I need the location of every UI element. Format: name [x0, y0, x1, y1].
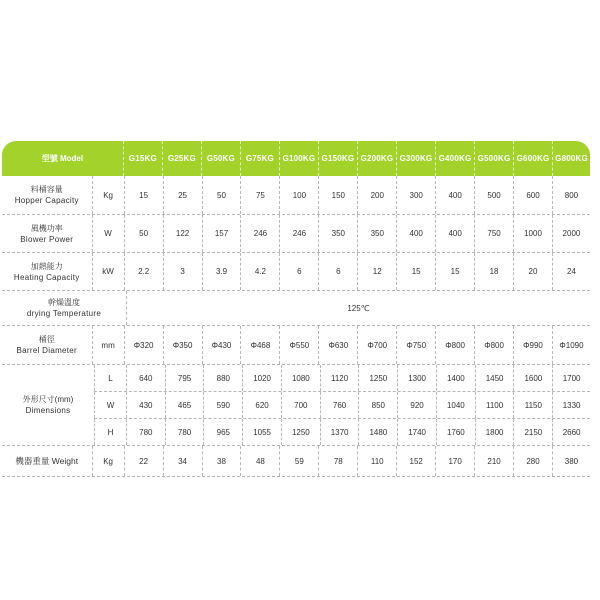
value-cell: 6: [318, 253, 357, 290]
value-cell: 2.2: [124, 253, 163, 290]
row-label: [2, 291, 126, 325]
unit-cell: W: [92, 215, 124, 252]
value-cell: 1400: [436, 365, 475, 391]
value-cell: 25: [163, 176, 202, 214]
value-cell: 1800: [475, 419, 514, 445]
value-cell: 48: [240, 446, 279, 476]
value-cell: 200: [357, 176, 396, 214]
value-cell: 500: [474, 176, 513, 214]
dimension-row-width: [94, 392, 590, 419]
model-column: G15KG: [123, 141, 162, 176]
label-zh: 幹燥溫度: [48, 298, 80, 307]
value-cell: 210: [474, 446, 513, 476]
value-cell: 100: [279, 176, 318, 214]
value-cell: 1600: [513, 365, 552, 391]
value-cell: 75: [240, 176, 279, 214]
value-cell: 4.2: [240, 253, 279, 290]
value-cell: 1250: [358, 365, 397, 391]
value-cell: 1040: [436, 392, 475, 418]
label-en: Barrel Diameter: [16, 346, 78, 355]
row-label: [2, 365, 94, 445]
label-en: drying Temperature: [26, 309, 102, 318]
dimension-row-length: [94, 365, 590, 392]
model-column: G50KG: [201, 141, 240, 176]
value-cell: 152: [396, 446, 435, 476]
value-cell: 15: [435, 253, 474, 290]
value-cell: 780: [165, 419, 204, 445]
value-cell: 157: [202, 215, 241, 252]
value-cell: 400: [435, 176, 474, 214]
value-cell: 50: [202, 176, 241, 214]
table-row-drying: [2, 291, 590, 326]
value-cell: 1055: [242, 419, 281, 445]
model-column: G100KG: [279, 141, 318, 176]
value-cell: 34: [163, 446, 202, 476]
dimension-subrows: [94, 365, 590, 445]
value-cell: 1300: [397, 365, 436, 391]
value-cell: 150: [318, 176, 357, 214]
value-cell: 780: [126, 419, 165, 445]
table-header: [2, 141, 590, 176]
value-cell: 12: [357, 253, 396, 290]
value-cell: 3: [163, 253, 202, 290]
value-cell: 590: [203, 392, 242, 418]
value-cell: Φ700: [357, 326, 396, 364]
table-row-heating: [2, 253, 590, 291]
value-cell: Φ550: [279, 326, 318, 364]
unit-cell: mm: [92, 326, 124, 364]
table-row-blower: [2, 215, 590, 253]
value-cell: 1450: [475, 365, 514, 391]
model-column: G600KG: [513, 141, 552, 176]
value-cell: 400: [396, 215, 435, 252]
value-cell: Φ630: [318, 326, 357, 364]
value-cell: 300: [396, 176, 435, 214]
value-cell: 1150: [513, 392, 552, 418]
label-zh: 外形尺寸(mm): [22, 395, 74, 404]
value-cell: 850: [358, 392, 397, 418]
value-cell: 800: [552, 176, 590, 214]
value-cell: 1700: [552, 365, 590, 391]
model-column: G300KG: [396, 141, 435, 176]
model-column: G200KG: [357, 141, 396, 176]
value-cell: Φ320: [124, 326, 163, 364]
value-cell: 50: [124, 215, 163, 252]
unit-cell: W: [94, 392, 126, 418]
label-en: Dimensions: [25, 406, 71, 415]
value-cell: 965: [203, 419, 242, 445]
model-column: G800KG: [552, 141, 590, 176]
value-cell: 110: [357, 446, 396, 476]
label-zh: 風機功率: [30, 223, 63, 233]
value-cell: 920: [397, 392, 436, 418]
value-cell: 246: [240, 215, 279, 252]
value-cell: 350: [318, 215, 357, 252]
model-column: G25KG: [162, 141, 201, 176]
value-cell: 78: [318, 446, 357, 476]
model-column: G150KG: [318, 141, 357, 176]
value-cell: 1740: [397, 419, 436, 445]
value-cell: 2000: [552, 215, 590, 252]
value-cell: 1760: [436, 419, 475, 445]
unit-cell: L: [94, 365, 126, 391]
value-cell: 1080: [281, 365, 320, 391]
model-column: G75KG: [240, 141, 279, 176]
value-cell: 380: [552, 446, 590, 476]
label-en: Heating Capacity: [13, 272, 80, 282]
value-cell: 18: [474, 253, 513, 290]
value-cell: 1100: [475, 392, 514, 418]
label-en: Blower Power: [20, 234, 74, 244]
value-cell: Φ430: [202, 326, 241, 364]
value-cell: 15: [124, 176, 163, 214]
value-cell: 20: [513, 253, 552, 290]
table-row-hopper: [2, 176, 590, 215]
value-cell: 170: [435, 446, 474, 476]
table-row-barrel: [2, 326, 590, 365]
value-cell: 430: [126, 392, 165, 418]
value-cell: Φ800: [435, 326, 474, 364]
value-cell: 1120: [320, 365, 359, 391]
value-cell: 59: [279, 446, 318, 476]
table-row-dimensions: [2, 365, 590, 446]
label-zh: 桶徑: [38, 335, 55, 344]
value-cell: 465: [165, 392, 204, 418]
value-cell: 122: [163, 215, 202, 252]
drying-temperature-value: 125℃: [126, 291, 590, 325]
row-label: 機器重量 Weight: [15, 455, 79, 466]
value-cell: 6: [279, 253, 318, 290]
unit-cell: H: [94, 419, 126, 445]
label-en: Hopper Capacity: [14, 196, 79, 205]
value-cell: Φ750: [396, 326, 435, 364]
value-cell: 400: [435, 215, 474, 252]
unit-cell: Kg: [92, 176, 124, 214]
label-zh: 加熱能力: [30, 261, 63, 271]
row-label: [2, 253, 92, 290]
value-cell: 2150: [513, 419, 552, 445]
value-cell: Φ800: [474, 326, 513, 364]
value-cell: 600: [513, 176, 552, 214]
value-cell: 760: [320, 392, 359, 418]
unit-cell: kW: [92, 253, 124, 290]
value-cell: 1370: [320, 419, 359, 445]
row-label: [2, 176, 92, 214]
table-row-weight: [2, 446, 590, 477]
value-cell: 1020: [242, 365, 281, 391]
value-cell: 795: [165, 365, 204, 391]
row-label: [2, 215, 92, 252]
value-cell: 880: [203, 365, 242, 391]
value-cell: 246: [279, 215, 318, 252]
model-column: G500KG: [474, 141, 513, 176]
value-cell: 15: [396, 253, 435, 290]
label-zh: 料桶容量: [30, 185, 63, 194]
value-cell: 700: [281, 392, 320, 418]
value-cell: Φ350: [163, 326, 202, 364]
value-cell: Φ1090: [552, 326, 590, 364]
value-cell: 1480: [358, 419, 397, 445]
value-cell: 22: [124, 446, 163, 476]
value-cell: 1250: [281, 419, 320, 445]
value-cell: 280: [513, 446, 552, 476]
value-cell: 750: [474, 215, 513, 252]
value-cell: 1330: [552, 392, 590, 418]
value-cell: 350: [357, 215, 396, 252]
value-cell: 2660: [552, 419, 590, 445]
value-cell: Φ468: [240, 326, 279, 364]
unit-cell: Kg: [92, 446, 124, 476]
dimension-row-height: [94, 419, 590, 445]
value-cell: 3.9: [202, 253, 241, 290]
spec-table: [2, 141, 590, 477]
model-column: G400KG: [435, 141, 474, 176]
value-cell: 24: [552, 253, 590, 290]
value-cell: 620: [242, 392, 281, 418]
row-label: [2, 326, 92, 364]
value-cell: Φ990: [513, 326, 552, 364]
value-cell: 1000: [513, 215, 552, 252]
value-cell: 38: [202, 446, 241, 476]
model-header-label: 型號 Model: [41, 154, 84, 163]
value-cell: 640: [126, 365, 165, 391]
